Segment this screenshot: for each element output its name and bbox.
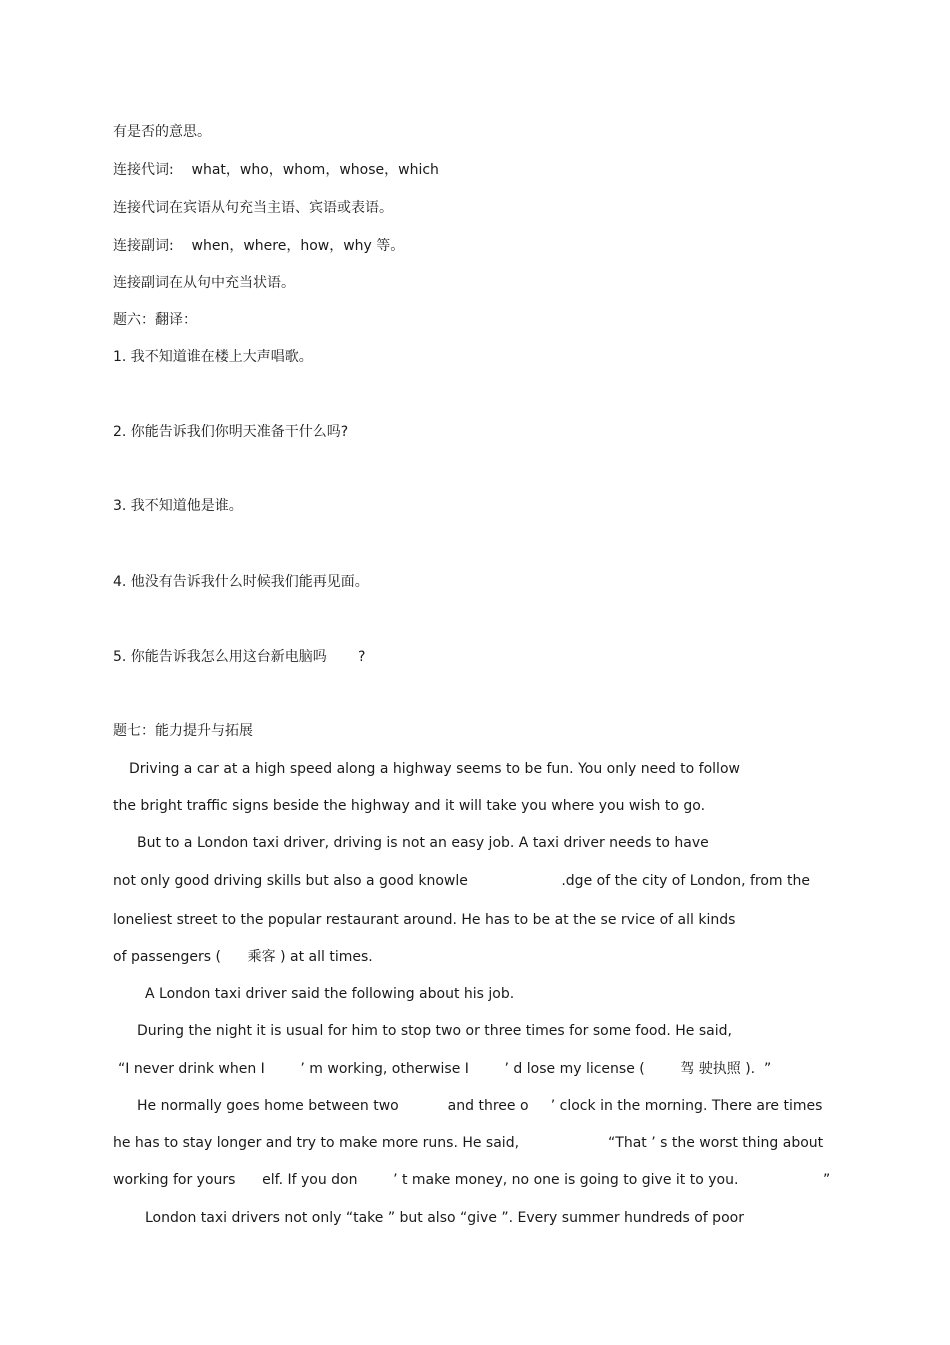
passage-line: A London taxi driver said the following about his job. [145, 986, 515, 1002]
passage-line: of passengers ( 乘客 ) at all times. [113, 949, 373, 965]
passage-line: He normally goes home between two and three o ’ clock in the morning. There are times [137, 1098, 823, 1114]
passage-line: not only good driving skills but also a good knowle .dge of the city of London, from the [113, 873, 810, 889]
passage-line: he has to stay longer and try to make more runs. He said, “That ’ s the worst thing about [113, 1135, 824, 1151]
text-line: 有是否的意思。 [113, 124, 211, 140]
translation-item: 4. 他没有告诉我什么时候我们能再见面。 [113, 574, 369, 590]
translation-item: 2. 你能告诉我们你明天准备干什么吗? [113, 424, 349, 440]
translation-item: 5. 你能告诉我怎么用这台新电脑吗 ? [113, 649, 366, 665]
passage-line: London taxi drivers not only “take ” but also “give ”. Every summer hundreds of poor [145, 1210, 744, 1226]
text-line: 连接副词在从句中充当状语。 [113, 275, 295, 291]
passage-line: Driving a car at a high speed along a highway seems to be fun. You only need to follow [129, 761, 740, 777]
text-line: 连接副词: when，where，how，why 等。 [113, 238, 405, 254]
passage-line: “I never drink when I ’ m working, otherwise I ’ d lose my license ( 驾 驶执照 ). ” [118, 1061, 772, 1077]
text-line: 连接代词: what，who，whom，whose，which [113, 162, 439, 178]
translation-item: 1. 我不知道谁在楼上大声唱歌。 [113, 349, 313, 365]
text-line: 连接代词在宾语从句充当主语、宾语或表语。 [113, 200, 393, 216]
translation-item: 3. 我不知道他是谁。 [113, 498, 243, 514]
passage-line: loneliest street to the popular restaurant around. He has to be at the se rvice of all kinds [113, 912, 736, 928]
passage-line: But to a London taxi driver, driving is not an easy job. A taxi driver needs to have [137, 835, 709, 851]
passage-line: During the night it is usual for him to stop two or three times for some food. He said, [137, 1023, 732, 1039]
section-heading: 题七：能力提升与拓展 [113, 723, 253, 739]
passage-line: working for yours elf. If you don ’ t make money, no one is going to give it to you. ” [113, 1172, 831, 1188]
section-heading: 题六：翻译： [113, 312, 197, 328]
passage-line: the bright traffic signs beside the highway and it will take you where you wish to go. [113, 798, 706, 814]
